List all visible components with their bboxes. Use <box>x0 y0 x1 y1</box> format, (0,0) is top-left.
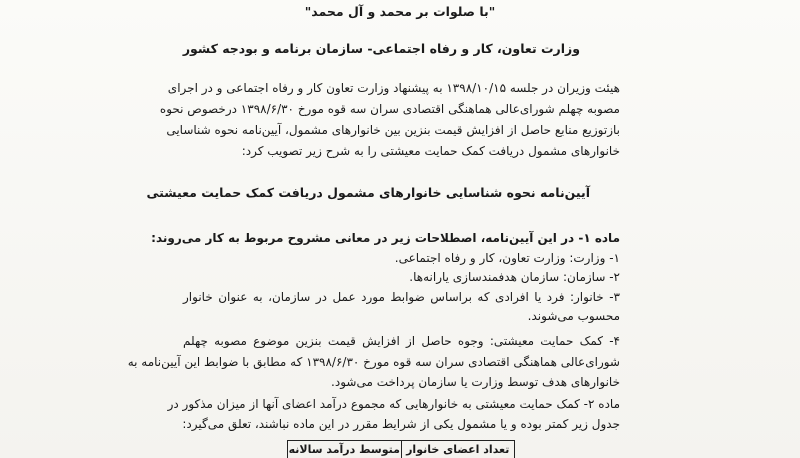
definition-4-line-2: شورای‌عالی هماهنگی اقتصادی سران سه قوه مورخ ۱۳۹۸/۶/۳۰ که مطابق با ضوابط این آیین‌نامه به <box>127 355 620 369</box>
article-2-line-1: ماده ۲- کمک حمایت معیشتی به خانوارهایی که مجموع درآمد اعضای آنها از میزان مذکور در <box>167 397 620 411</box>
salutation: "با صلوات بر محمد و آل محمد" <box>304 4 496 19</box>
definition-1: ۱- وزارت: وزارت تعاون، کار و رفاه اجتماعی. <box>394 251 620 265</box>
definition-4-line-3: خانوارهای هدف توسط وزارت یا سازمان پرداخت می‌شود. <box>331 375 620 389</box>
definition-2: ۲- سازمان: سازمان هدفمندسازی یارانه‌ها. <box>409 270 620 284</box>
regulation-heading: آیین‌نامه نحوه شناسایی خانوارهای مشمول دریافت کمک حمایت معیشتی <box>146 185 590 200</box>
article-1: ماده ۱- در این آیین‌نامه، اصطلاحات زیر در معانی مشروح مربوط به کار می‌روند: <box>151 231 620 245</box>
intro-line-1: هیئت وزیران در جلسه ۱۳۹۸/۱۰/۱۵ به پیشنهاد وزارت تعاون کار و رفاه اجتماعی و در اجرای <box>167 81 620 95</box>
intro-line-4: خانوارهای مشمول دریافت کمک حمایت معیشتی را به شرح زیر تصویب کرد: <box>241 144 620 158</box>
ministries-line: وزارت تعاون، کار و رفاه اجتماعی- سازمان برنامه و بودجه کشور <box>182 41 580 56</box>
definition-4-line-1: ۴- کمک حمایت معیشتی: وجوه حاصل از افزایش قیمت بنزین موضوع مصوبه چهلم <box>183 334 620 348</box>
table-header-members: تعداد اعضای خانوار <box>401 441 515 458</box>
definition-3-line-1: ۳- خانوار: فرد یا افرادی که براساس ضوابط مورد عمل در سازمان، به عنوان خانوار <box>183 290 620 304</box>
intro-line-3: بازتوزیع منابع حاصل از افزایش قیمت بنزین بین خانوارهای مشمول، آیین‌نامه نحوه شناسایی <box>166 123 620 137</box>
definition-3-line-2: محسوب می‌شوند. <box>527 309 620 323</box>
intro-line-2: مصوبه چهلم شورای‌عالی هماهنگی اقتصادی سران سه قوه مورخ ۱۳۹۸/۶/۳۰ درخصوص نحوه <box>159 102 620 116</box>
table-header-income: متوسط درآمد سالانه <box>288 443 400 456</box>
article-2-line-2: جدول زیر کمتر بوده و یا مشمول یکی از شرایط مقرر در این ماده نباشند، تعلق می‌گیرد: <box>182 417 620 431</box>
income-table <box>287 440 515 458</box>
